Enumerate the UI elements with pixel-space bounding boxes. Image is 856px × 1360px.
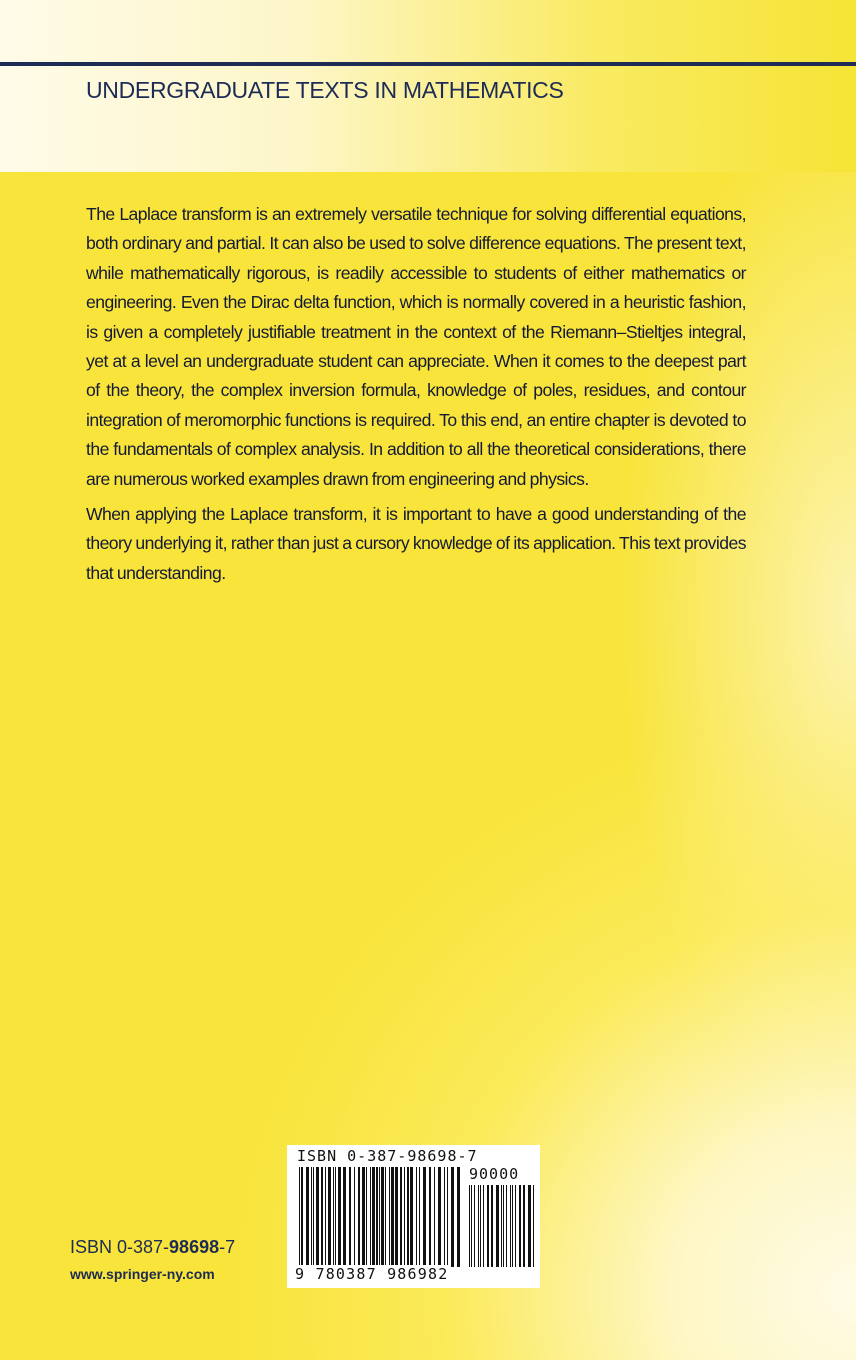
top-rule	[0, 62, 856, 66]
barcode-isbn-text: ISBN 0-387-98698-7	[297, 1147, 478, 1165]
blurb-paragraph-2: When applying the Laplace transform, it is important to have a good understanding of the theory underlying it, rather than just a cursory knowledge of its application. This text provides that understanding.	[86, 504, 746, 583]
barcode-ean-digits: 9 780387 986982	[295, 1265, 449, 1283]
isbn-suffix: -7	[219, 1237, 236, 1257]
series-title: UNDERGRADUATE TEXTS IN MATHEMATICS	[86, 77, 564, 103]
barcode-box	[287, 1145, 540, 1288]
blurb-paragraph-1: The Laplace transform is an extremely versatile technique for solving differential equations, both ordinary and partial. It can also be used to solve difference equations. The present text, while mathematically rigorous, is readily accessible to students of either mathematics or engineering. Even the Dirac delta function, which is normally covered in a heuristic fashion, is given a completely justifiable treatment in the context of the Riemann–Stieltjes integral, yet at a level an undergraduate student can appreciate. When it comes to the deepest part of the theory, the complex inversion formula, knowledge of poles, residues, and contour integration of meromorphic functions is required. To this end, an entire chapter is devoted to the fundamentals of complex analysis. In addition to all the theoretical considerations, there are numerous worked examples drawn from engineering and physics.	[86, 204, 746, 489]
back-cover-blurb	[86, 200, 746, 594]
isbn-prefix: ISBN 0-387-	[70, 1237, 170, 1257]
publisher-website: www.springer-ny.com	[70, 1266, 215, 1282]
isbn-bold: 98698	[169, 1237, 220, 1257]
isbn-label	[70, 1237, 235, 1258]
barcode-addon-digits: 90000	[469, 1165, 520, 1183]
